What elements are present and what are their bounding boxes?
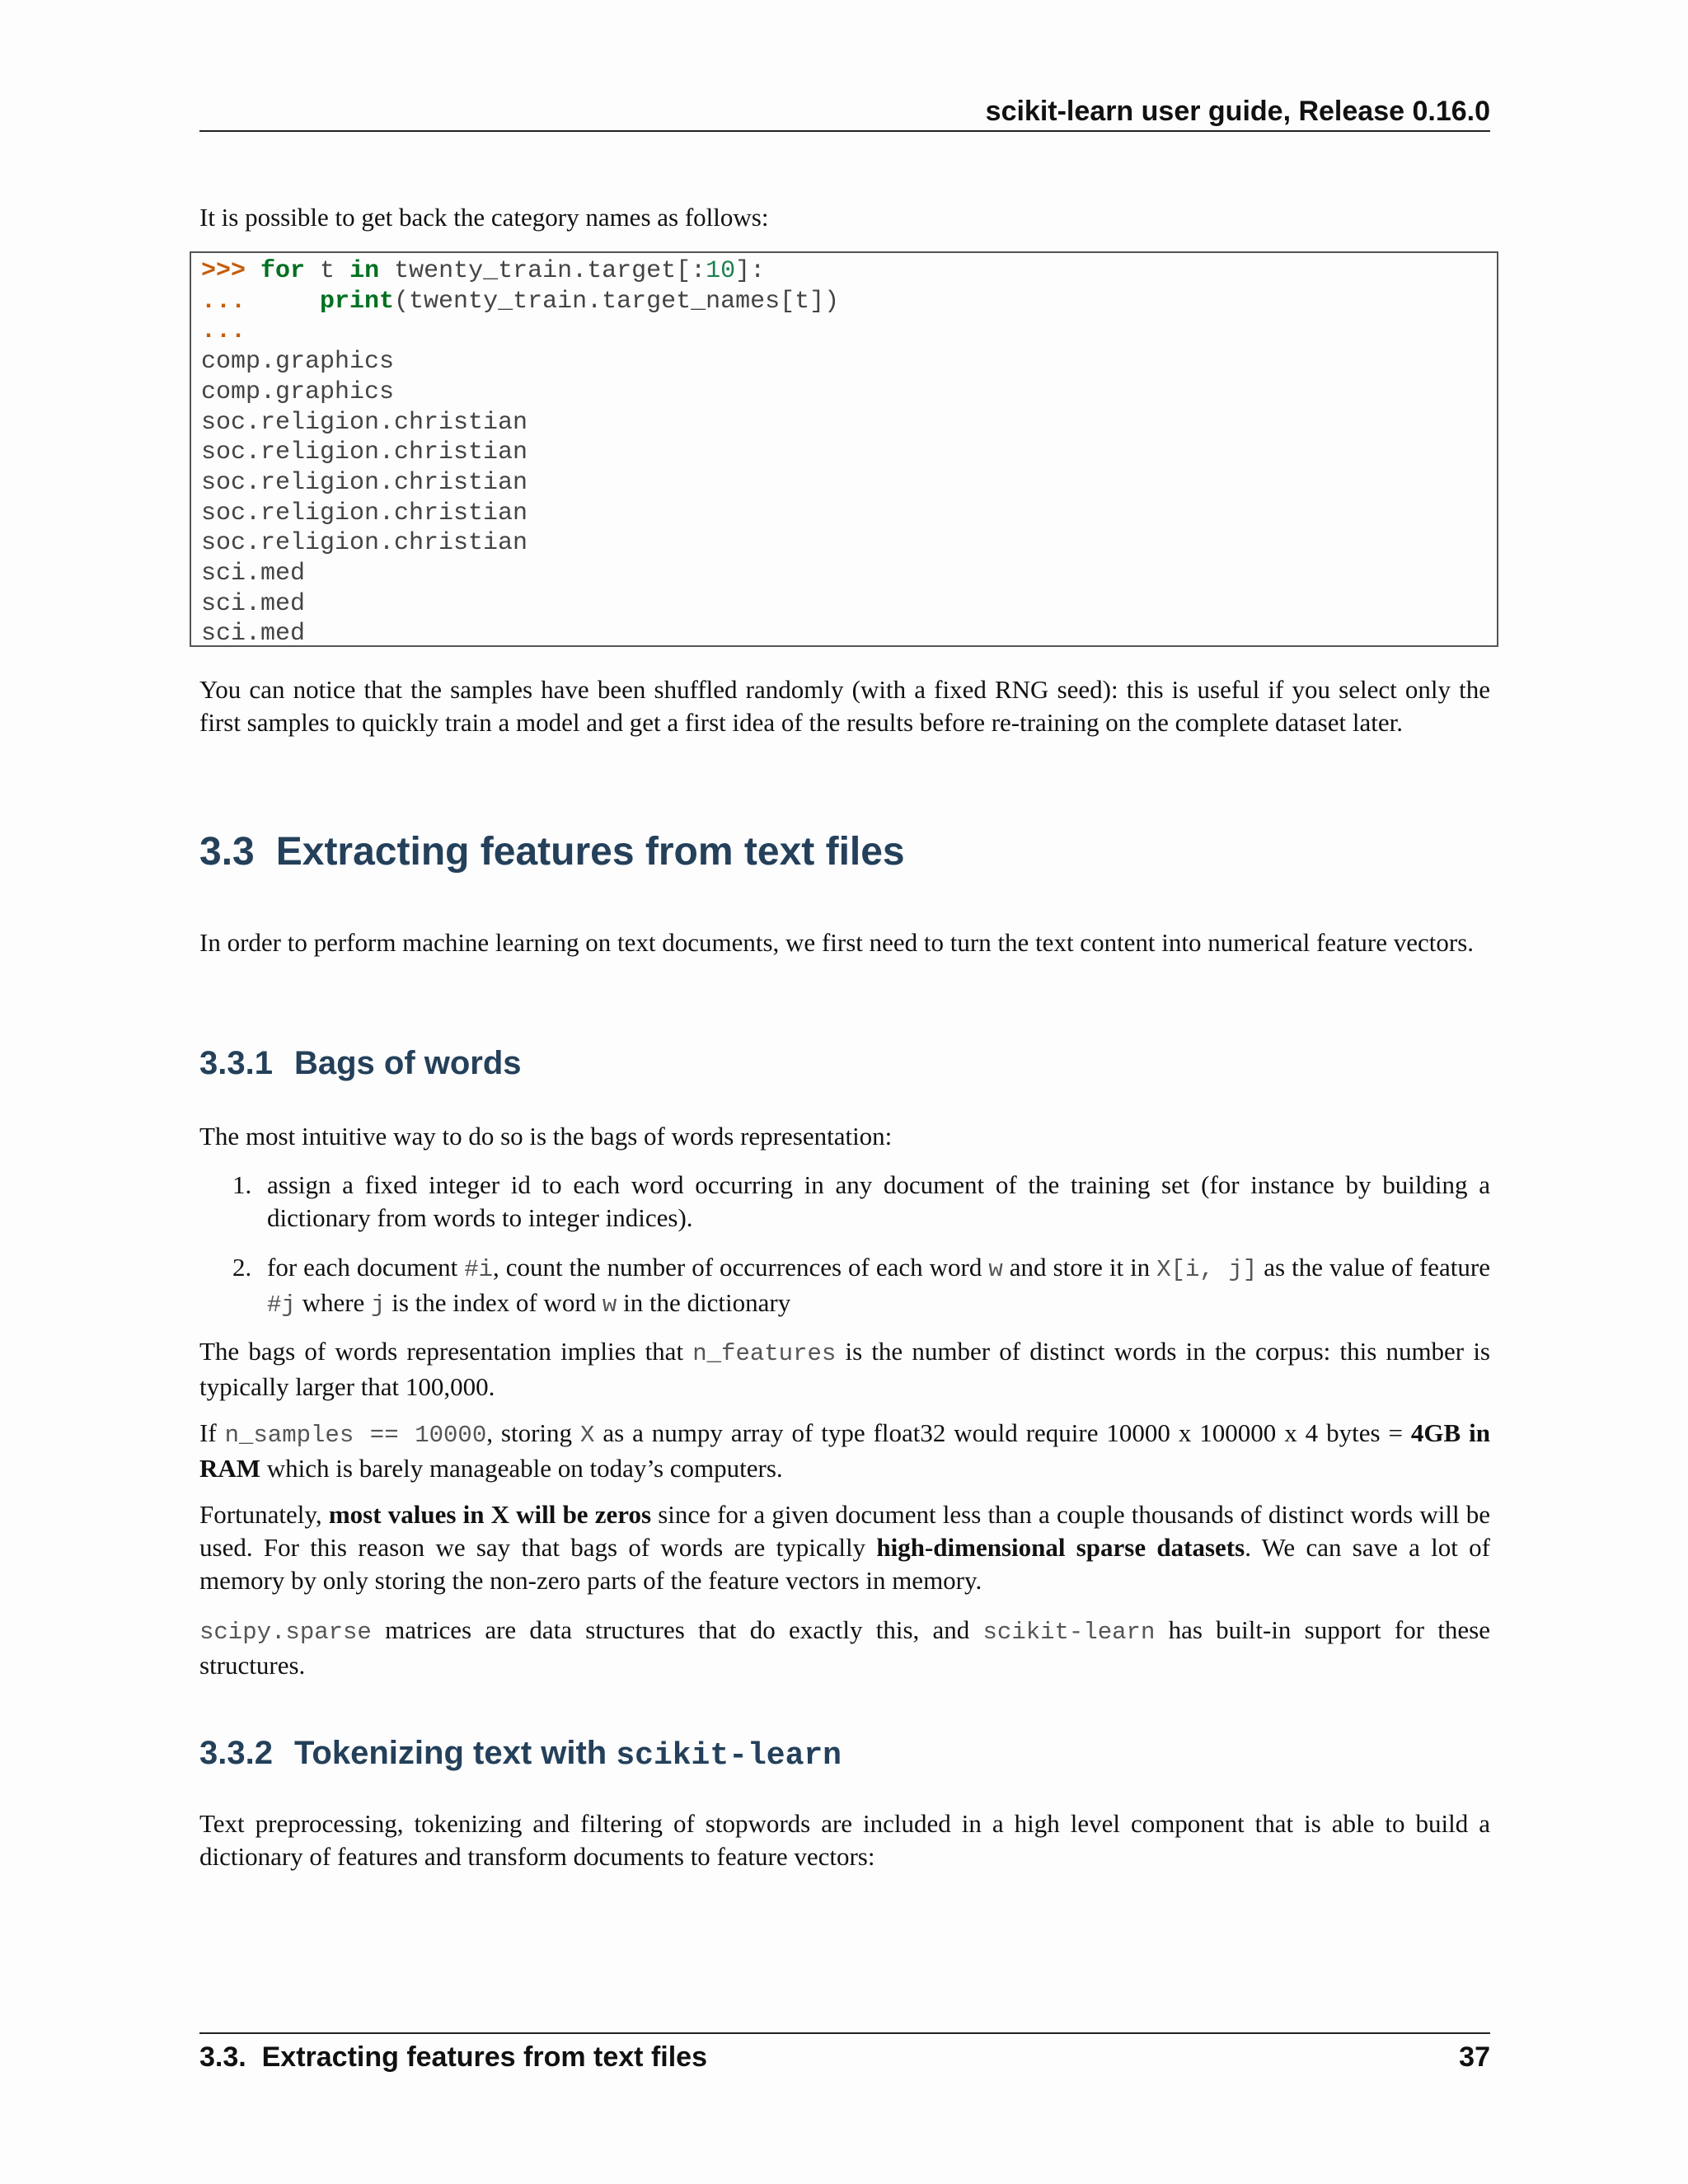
code-text: (twenty_train.target_names[t]) [394, 287, 840, 316]
list-item [199, 1251, 1490, 1322]
code-block [190, 251, 1498, 647]
subsection-heading-tokenizing [199, 1735, 1490, 1774]
inline-code: scipy.sparse [199, 1619, 372, 1646]
inline-code: j [371, 1291, 386, 1319]
code-text: twenty_train.target[: [379, 257, 706, 285]
code-output-line: sci.med [201, 589, 306, 618]
paragraph-text: is the number of distinct words in the corpus: this number is typically larger that 100,000. [199, 1337, 1490, 1401]
code-output-line: soc.religion.christian [201, 438, 528, 467]
subsection-number: 3.3.2 [199, 1735, 273, 1771]
footer-section: 3.3. Extracting features from text files [199, 2041, 707, 2073]
paragraph-text: since for a given document less than a couple thousands of distinct words will be used. For this reason we say that bags of words are typically [199, 1500, 1490, 1562]
section-intro-paragraph: In order to perform machine learning on text documents, we first need to turn the text content into numerical feature vectors. [199, 928, 1475, 957]
inline-code: w [602, 1291, 617, 1319]
code-output-line: comp.graphics [201, 348, 395, 377]
code-prompt: ... [201, 287, 246, 316]
code-keyword: print [320, 287, 395, 316]
section-title: Extracting features from text files [275, 830, 905, 874]
inline-code: #j [267, 1291, 296, 1319]
paragraph-text: as a numpy array of type float32 would require 10000 x 100000 x 4 bytes = [594, 1418, 1411, 1447]
code-prompt: >>> [201, 257, 246, 285]
list-item [199, 1169, 1490, 1235]
scipy-paragraph [199, 1614, 1490, 1682]
code-output-line: soc.religion.christian [201, 468, 528, 497]
paragraph-text: has built-in support for these structures. [199, 1615, 1490, 1680]
running-footer [199, 2032, 1490, 2080]
list-item-text: , count the number of occurrences of each word [493, 1253, 989, 1282]
code-output-line: sci.med [201, 560, 306, 588]
shuffle-paragraph: You can notice that the samples have been shuffled randomly (with a fixed RNG seed): this is useful if you select only the first samples to quickly train a model and get a first idea of the results before re-training on the complete dataset later. [199, 675, 1490, 737]
section-number: 3.3 [199, 830, 255, 874]
inline-code: n_features [692, 1340, 837, 1367]
subsection-heading-bags [199, 1045, 1490, 1082]
inline-code: X [579, 1422, 595, 1449]
code-text: t [305, 257, 350, 285]
list-item-number: 2. [232, 1253, 252, 1282]
page-number: 37 [1459, 2041, 1490, 2073]
subsection-title: Bags of words [293, 1045, 522, 1081]
list-item-text: for each document [267, 1253, 465, 1282]
list-item-text: and store it in [1002, 1253, 1157, 1282]
document-page [199, 0, 1490, 2184]
code-listing [201, 256, 1497, 649]
subsection-title: Tokenizing text with [293, 1735, 617, 1771]
code-keyword: in [349, 257, 380, 285]
list-item-text: is the index of word [385, 1288, 603, 1317]
list-item-text: where [295, 1288, 372, 1317]
code-keyword: for [260, 257, 306, 285]
bold-text: high-dimensional sparse datasets [876, 1533, 1245, 1562]
code-text: ]: [735, 257, 766, 285]
paragraph-text: which is barely manageable on today’s computers. [260, 1454, 783, 1483]
section-heading [199, 829, 1490, 874]
running-header: scikit-learn user guide, Release 0.16.0 [199, 92, 1490, 132]
list-item-text: in the dictionary [617, 1288, 791, 1317]
code-output-line: sci.med [201, 620, 306, 649]
bold-text: most values in X will be zeros [328, 1500, 652, 1529]
steps-list [199, 1169, 1490, 1338]
bow-intro-paragraph: The most intuitive way to do so is the bags of words representation: [199, 1122, 893, 1151]
subsection-number: 3.3.1 [199, 1045, 273, 1081]
inline-code: n_samples == 10000 [224, 1422, 487, 1449]
paragraph-text: Fortunately, [199, 1500, 329, 1529]
code-prompt: ... [201, 317, 246, 346]
paragraph-text: matrices are data structures that do exactly this, and [371, 1615, 983, 1644]
inline-code: #i [464, 1256, 493, 1283]
paragraph-text: . We can save a lot of memory by only storing the non-zero parts of the feature vectors in memory. [199, 1533, 1490, 1595]
code-output-line: soc.religion.christian [201, 529, 528, 558]
bold-text: 4GB in RAM [199, 1418, 1490, 1483]
samples-paragraph [199, 1417, 1490, 1485]
list-item-text: as the value of feature [1257, 1253, 1490, 1282]
subsection-code: scikit-learn [616, 1738, 842, 1774]
code-number: 10 [706, 257, 736, 285]
inline-code: scikit-learn [982, 1619, 1156, 1646]
paragraph-text: The bags of words representation implies that [199, 1337, 693, 1366]
inline-code: X[i, j] [1156, 1256, 1258, 1283]
features-paragraph [199, 1335, 1490, 1404]
paragraph-text: If [199, 1418, 225, 1447]
code-indent [246, 288, 320, 316]
paragraph-text: , storing [486, 1418, 580, 1447]
tokenize-paragraph: Text preprocessing, tokenizing and filtering of stopwords are included in a high level component that is able to build a dictionary of features and transform documents to feature vectors: [199, 1809, 1490, 1871]
list-item-number: 1. [232, 1170, 252, 1199]
inline-code: w [988, 1256, 1003, 1283]
code-output-line: soc.religion.christian [201, 408, 528, 437]
code-output-line: soc.religion.christian [201, 499, 528, 527]
list-item-text: assign a fixed integer id to each word occurring in any document of the training set (for instance by building a dictionary from words to integer indices). [267, 1170, 1490, 1232]
code-output-line: comp.graphics [201, 377, 395, 406]
intro-paragraph: It is possible to get back the category names as follows: [199, 203, 769, 232]
sparse-paragraph [199, 1498, 1490, 1597]
